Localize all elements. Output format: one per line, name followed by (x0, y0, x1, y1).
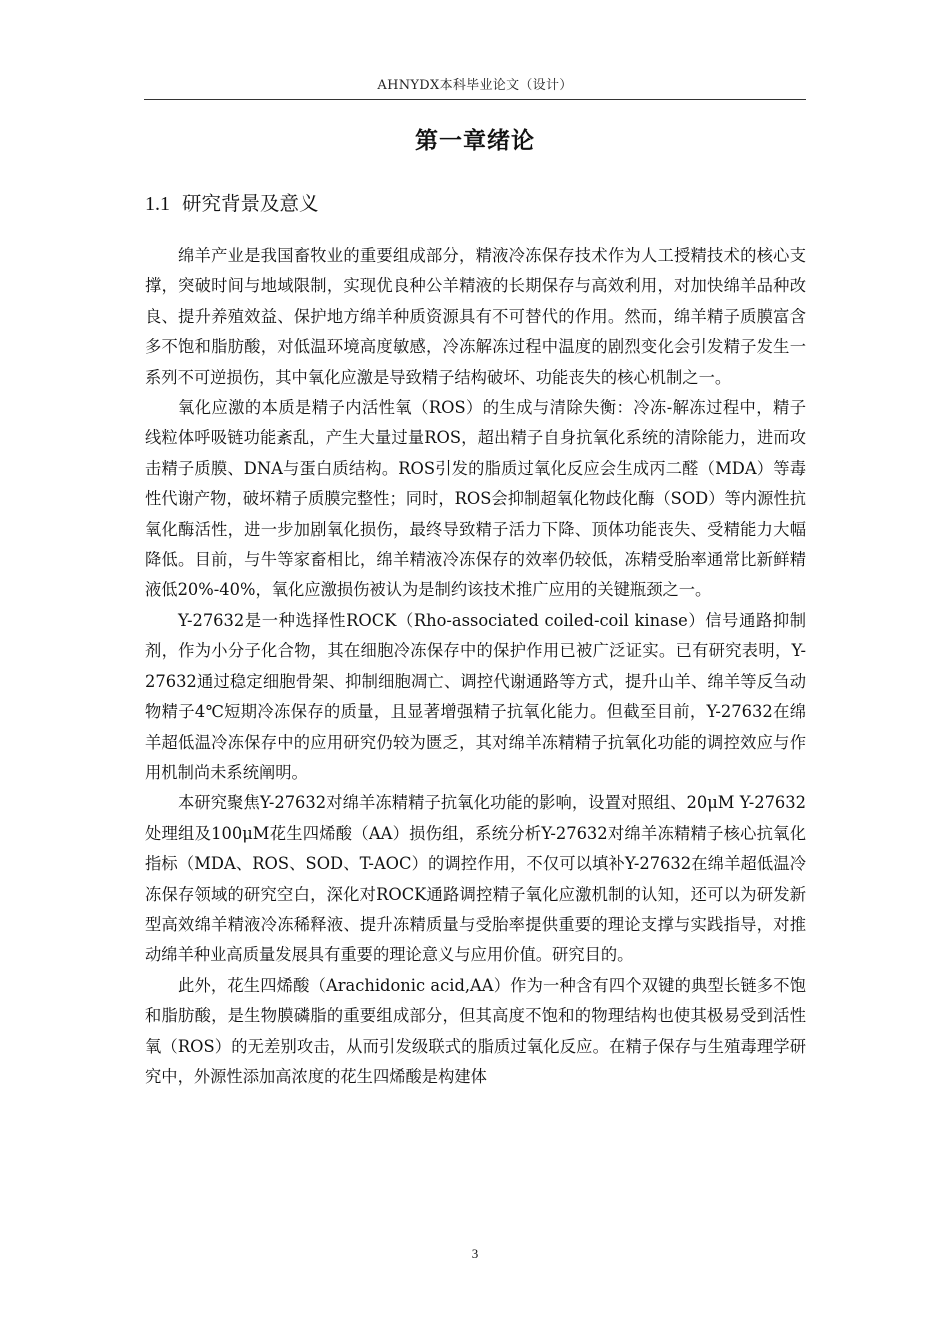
chapter-title: 第一章绪论 (415, 128, 535, 154)
paragraph-5: 此外，花生四烯酸（Arachidonic acid,AA）作为一种含有四个双键的典型长链多不饱和脂肪酸，是生物膜磷脂的重要组成部分，但其高度不饱和的物理结构也使其极易受到活性氧（ROS）的无差别攻击，从而引发级联式的脂质过氧化反应。在精子保存与生殖毒理学研究中，外源性添加高浓度的花生四烯酸是构建体 (145, 975, 806, 1086)
paragraph-2: 氧化应激的本质是精子内活性氧（ROS）的生成与清除失衡：冷冻-解冻过程中，精子线粒体呼吸链功能紊乱，产生大量过量ROS，超出精子自身抗氧化系统的清除能力，进而攻击精子质膜、DNA与蛋白质结构。ROS引发的脂质过氧化反应会生成丙二醛（MDA）等毒性代谢产物，破坏精子质膜完整性；同时，ROS会抑制超氧化物歧化酶（SOD）等内源性抗氧化酶活性，进一步加剧氧化损伤，最终导致精子活力下降、顶体功能丧失、受精能力大幅降低。目前，与牛等家畜相比，绵羊精液冷冻保存的效率仍较低，冻精受胎率通常比新鲜精液低20%-40%，氧化应激损伤被认为是制约该技术推广应用的关键瓶颈之一。 (145, 398, 806, 600)
running-header: AHNYDX本科毕业论文（设计） (377, 78, 573, 93)
paragraph-1: 绵羊产业是我国畜牧业的重要组成部分，精液冷冻保存技术作为人工授精技术的核心支撑，突破时间与地域限制，实现优良种公羊精液的长期保存与高效利用，对加快绵羊品种改良、提升养殖效益、保护地方绵羊种质资源具有不可替代的作用。然而，绵羊精子质膜富含多不饱和脂肪酸，对低温环境高度敏感，冷冻解冻过程中温度的剧烈变化会引发精子发生一系列不可逆损伤，其中氧化应激是导致精子结构破坏、功能丧失的核心机制之一。 (145, 246, 806, 387)
page-number: 3 (471, 1246, 479, 1261)
section-number: 1.1 (145, 193, 170, 215)
section-heading (145, 188, 319, 216)
paragraph-3: Y-27632是一种选择性ROCK（Rho-associated coiled-coil kinase）信号通路抑制剂，作为小分子化合物，其在细胞冷冻保存中的保护作用已被广泛证实。已有研究表明，Y-27632通过稳定细胞骨架、抑制细胞凋亡、调控代谢通路等方式，提升山羊、绵羊等反刍动物精子4℃短期冷冻保存的质量，且显著增强精子抗氧化能力。但截至目前，Y-27632在绵羊超低温冷冻保存中的应用研究仍较为匮乏，其对绵羊冻精精子抗氧化功能的调控效应与作用机制尚未系统阐明。 (145, 610, 806, 782)
header-divider (144, 99, 806, 100)
body-text (145, 241, 806, 1092)
paragraph-4: 本研究聚焦Y-27632对绵羊冻精精子抗氧化功能的影响，设置对照组、20μM Y-27632处理组及100μM花生四烯酸（AA）损伤组，系统分析Y-27632对绵羊冻精精子核心抗氧化指标（MDA、ROS、SOD、T-AOC）的调控作用，不仅可以填补Y-27632在绵羊超低温冷冻保存领域的研究空白，深化对ROCK通路调控精子氧化应激机制的认知，还可以为研发新型高效绵羊精液冷冻稀释液、提升冻精质量与受胎率提供重要的理论支撑与实践指导，对推动绵羊种业高质量发展具有重要的理论意义与应用价值。研究目的。 (145, 793, 806, 965)
section-title: 研究背景及意义 (182, 192, 319, 215)
